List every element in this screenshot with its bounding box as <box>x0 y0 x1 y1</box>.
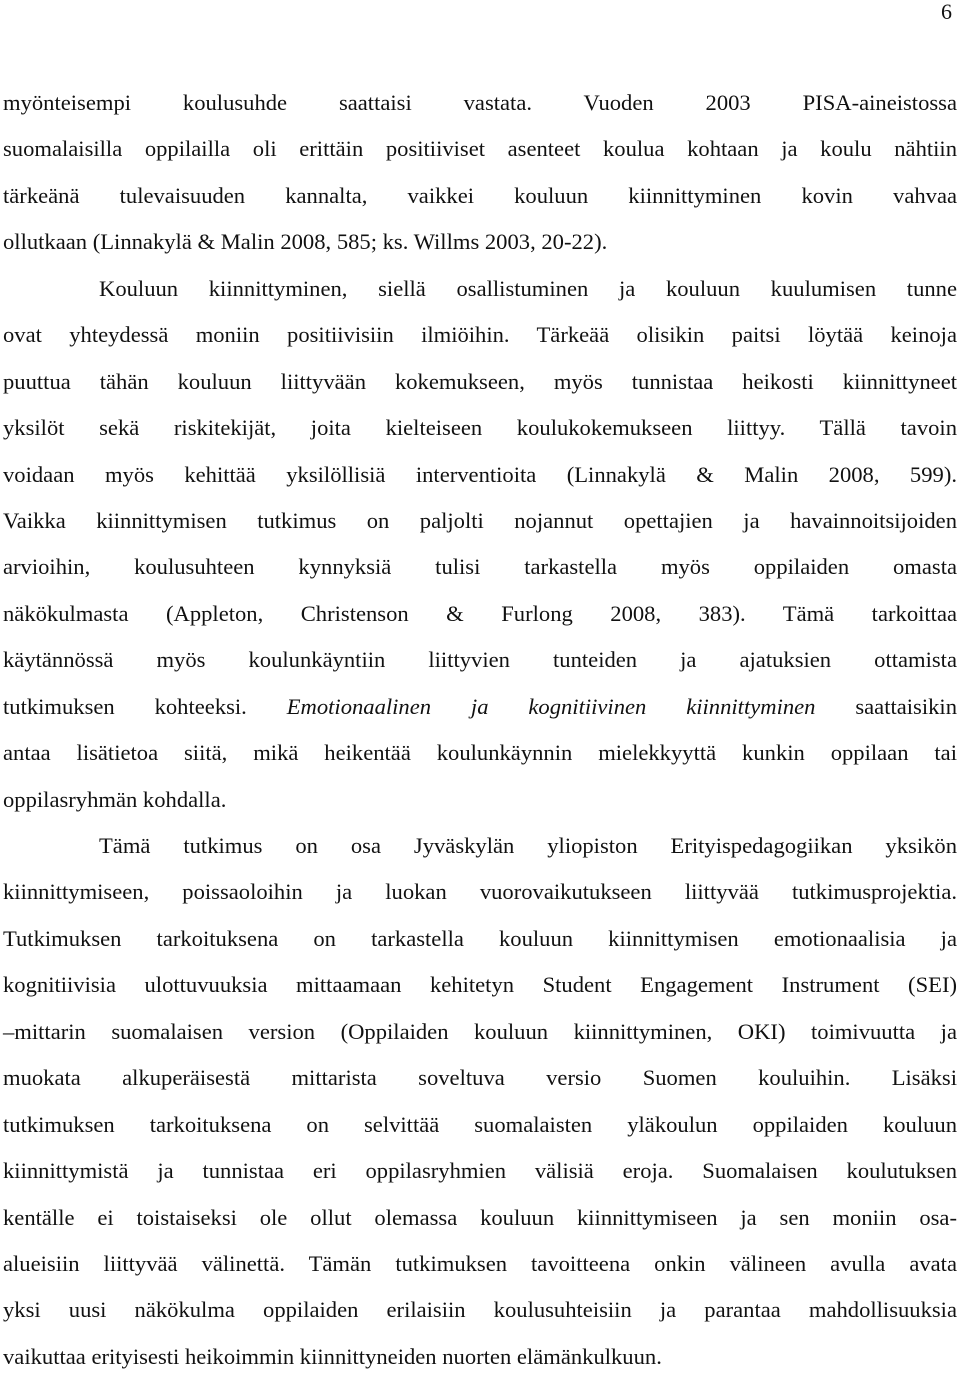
text-line: muokata alkuperäisestä mittarista soveltuva versio Suomen kouluihin. Lisäksi <box>3 1065 957 1091</box>
text-line: Kouluun kiinnittyminen, siellä osallistuminen ja kouluun kuulumisen tunne <box>99 275 957 301</box>
text-line: antaa lisätietoa siitä, mikä heikentää koulunkäynnin mielekkyyttä kunkin oppilaan tai <box>3 740 957 766</box>
text-line: tutkimuksen tarkoituksena on selvittää suomalaisten yläkoulun oppilaiden kouluun <box>3 1111 957 1137</box>
text-line: –mittarin suomalaisen version (Oppilaiden kouluun kiinnittyminen, OKI) toimivuutta ja <box>3 1018 957 1044</box>
text-line: kognitiivisia ulottuvuuksia mittaamaan kehitetyn Student Engagement Instrument (SEI) <box>3 972 957 998</box>
text-line: yksi uusi näkökulma oppilaiden erilaisiin koulusuhteisiin ja parantaa mahdollisuuksia <box>3 1297 957 1323</box>
text-line: Tutkimuksen tarkoituksena on tarkastella kouluun kiinnittymisen emotionaalisia ja <box>3 925 957 951</box>
text-line: tärkeänä tulevaisuuden kannalta, vaikkei kouluun kiinnittyminen kovin vahvaa <box>3 182 957 208</box>
text-line: voidaan myös kehittää yksilöllisiä interventioita (Linnakylä & Malin 2008, 599). <box>3 461 957 487</box>
text-line: puuttua tähän kouluun liittyvään kokemukseen, myös tunnistaa heikosti kiinnittyneet <box>3 368 957 394</box>
text-line: ollutkaan (Linnakylä & Malin 2008, 585; ks. Willms 2003, 20-22). <box>3 229 608 255</box>
body-text <box>3 80 957 1380</box>
text-line: kentälle ei toistaiseksi ole ollut olemassa kouluun kiinnittymiseen ja sen moniin osa- <box>3 1204 957 1230</box>
text-segment: saattaisikin <box>815 693 957 719</box>
text-line: kiinnittymistä ja tunnistaa eri oppilasryhmien välisiä eroja. Suomalaisen koulutuksen <box>3 1158 957 1184</box>
text-segment: tutkimuksen kohteeksi. <box>3 693 287 719</box>
text-line: ovat yhteydessä moniin positiivisiin ilmiöihin. Tärkeää olisikin paitsi löytää keinoja <box>3 322 957 348</box>
text-line: suomalaisilla oppilailla oli erittäin positiiviset asenteet koulua kohtaan ja koulu nähtiin <box>3 136 957 162</box>
text-line: alueisiin liittyvää välinettä. Tämän tutkimuksen tavoitteena onkin välineen avulla avata <box>3 1250 957 1276</box>
text-line: oppilasryhmän kohdalla. <box>3 786 227 812</box>
page-number: 6 <box>941 0 952 24</box>
text-line: myönteisempi koulusuhde saattaisi vastata. Vuoden 2003 PISA-aineistossa <box>3 90 957 115</box>
text-line: Vaikka kiinnittymisen tutkimus on paljolti nojannut opettajien ja havainnoitsijoiden <box>3 507 957 533</box>
text-line: Tämä tutkimus on osa Jyväskylän yliopiston Erityispedagogiikan yksikön <box>99 833 957 858</box>
text-line-with-emphasis <box>3 684 957 730</box>
text-line: vaikuttaa erityisesti heikoimmin kiinnittyneiden nuorten elämänkulkuun. <box>3 1343 662 1369</box>
text-line: kiinnittymiseen, poissaoloihin ja luokan vuorovaikutukseen liittyvää tutkimusprojektia. <box>3 879 957 905</box>
text-line: käytännössä myös koulunkäyntiin liittyvien tunteiden ja ajatuksien ottamista <box>3 647 957 673</box>
text-line: näkökulmasta (Appleton, Christenson & Furlong 2008, 383). Tämä tarkoittaa <box>3 600 957 626</box>
emphasized-term: Emotionaalinen ja kognitiivinen kiinnittyminen <box>286 693 816 719</box>
text-line: arvioihin, koulusuhteen kynnyksiä tulisi tarkastella myös oppilaiden omasta <box>3 554 957 580</box>
text-line: yksilöt sekä riskitekijät, joita kielteiseen koulukokemukseen liittyy. Tällä tavoin <box>3 415 957 441</box>
